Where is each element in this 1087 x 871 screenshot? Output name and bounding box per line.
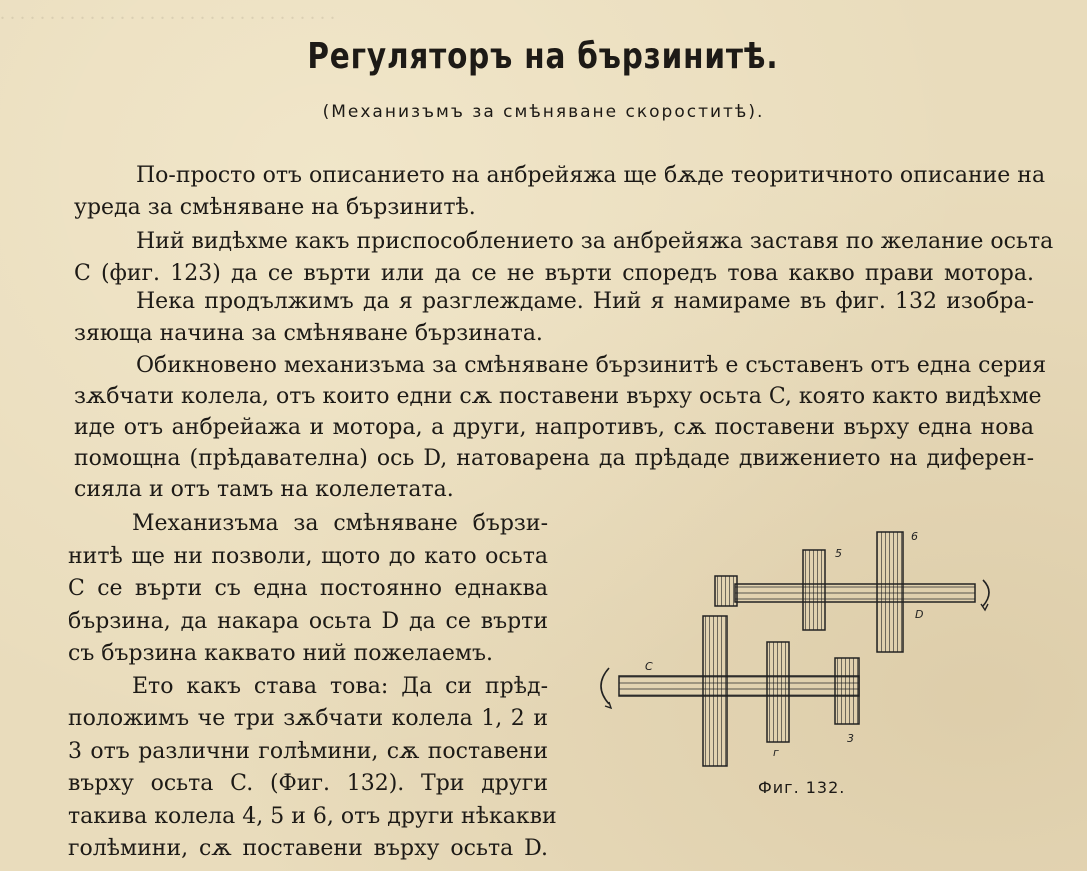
- text-line: C (фиг. 123) да се върти или да се не върти споредъ това какво прави мотора.: [74, 261, 1034, 286]
- text-line: сияла и отъ тамъ на колелетата.: [74, 477, 454, 502]
- figure-label-five: 5: [835, 547, 842, 560]
- paragraph-4: [74, 350, 1047, 505]
- text-line: Ето какъ става това: Да си прѣд-: [132, 673, 548, 699]
- text-line: помощна (прѣдавателна) ось D, натоварена да прѣдаде движението на диферен-: [74, 446, 1034, 471]
- text-line: положимъ че три зѫбчати колела 1, 2 и: [68, 706, 548, 731]
- text-line: зѫбчати колела, отъ които едни сѫ поставени върху осьта C, която както видѣхме: [74, 384, 1042, 409]
- gearbox-illustration: [585, 520, 1005, 820]
- text-line: Ний видѣхме какъ приспособлението за анбрейяжа заставя по желание осьта: [136, 229, 1054, 254]
- text-line: Обикновено механизъма за смѣняване бързинитѣ е съставенъ отъ една серия: [136, 353, 1047, 378]
- text-line: голѣмини, сѫ поставени върху осьта D.: [68, 836, 548, 861]
- gear-3: [835, 658, 859, 724]
- text-line: съ бързина каквато ний пожелаемъ.: [68, 641, 493, 666]
- text-line: такива колела 4, 5 и 6, отъ други нѣкакви: [68, 803, 557, 829]
- paragraph-1: [74, 160, 1046, 224]
- figure-label-d: D: [915, 608, 924, 621]
- gear-5: [803, 550, 825, 630]
- shaft-d: [715, 576, 989, 610]
- gear-1: [703, 616, 727, 766]
- page-subtitle: (Механизъмъ за смѣняване скороститѣ).: [322, 102, 765, 122]
- text-line: 3 отъ различни голѣмини, сѫ поставени: [68, 738, 548, 764]
- figure-132-gearbox: [585, 520, 1005, 820]
- figure-label-three: 3: [847, 732, 854, 745]
- text-line: бързина, да накара осьта D да се върти: [68, 608, 548, 634]
- figure-caption: Фиг. 132.: [758, 778, 846, 797]
- bleed-through-top: . . . . . . . . . . . . . . . . . . . . . . . . . . . . . . . . . .: [0, 2, 335, 24]
- shaft-c: [601, 668, 859, 708]
- figure-label-g: г: [773, 746, 779, 759]
- text-line: C се върти съ една постоянно еднаква: [68, 576, 548, 601]
- text-line: Нека продължимъ да я разглеждаме. Ний я намираме въ фиг. 132 изобра-: [136, 289, 1034, 314]
- text-line: По-просто отъ описанието на анбрейяжа ще бѫде теоритичното описание на: [136, 163, 1046, 188]
- text-line: иде отъ анбрейажа и мотора, а други, напротивъ, сѫ поставени върху една нова: [74, 415, 1034, 440]
- paragraph-2: [74, 226, 1054, 290]
- text-line: уреда за смѣняване на бързинитѣ.: [74, 195, 476, 220]
- text-line: върху осьта C. (Фиг. 132). Три други: [68, 771, 548, 796]
- left-column-text: [68, 508, 557, 866]
- text-line: зяюща начина за смѣняване бързината.: [74, 321, 543, 346]
- paragraph-3: [74, 286, 1034, 350]
- gear-2: [767, 642, 789, 742]
- page-title: Регуляторъ на бързинитѣ.: [307, 36, 779, 77]
- figure-label-six: 6: [911, 530, 918, 543]
- gear-6: [877, 532, 903, 652]
- figure-label-c: C: [645, 660, 653, 673]
- text-line: нитѣ ще ни позволи, щото до като осьта: [68, 543, 548, 569]
- text-line: Механизъма за смѣняване бързи-: [132, 511, 548, 536]
